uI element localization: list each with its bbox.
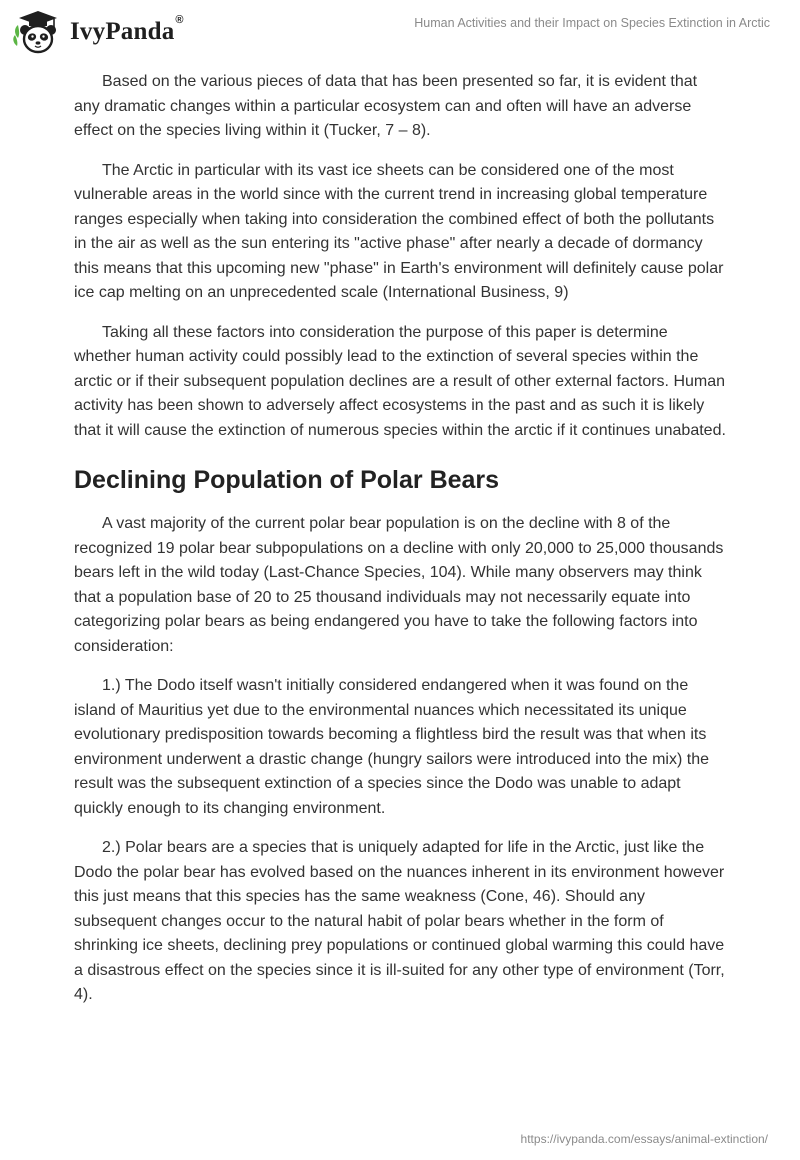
logo-wordmark: IvyPanda® xyxy=(70,14,184,45)
paragraph-4: A vast majority of the current polar bear population is on the decline with 8 of the recognized 19 polar bear subpopulations on a decline with only 20,000 to 25,000 thousands bears left in the wild today (Last-Chance Species, 104). While many observers may think that a population base of 20 to 25 thousand individuals may not necessarily equate into categorizing polar bears as being endangered you have to take the following factors into consideration: xyxy=(74,515,724,655)
source-url[interactable]: https://ivypanda.com/essays/animal-extinction/ xyxy=(520,1132,768,1146)
document-title: Human Activities and their Impact on Species Extinction in Arctic xyxy=(414,16,770,30)
paragraph-1: Based on the various pieces of data that has been presented so far, it is evident that any dramatic changes within a particular ecosystem can and often will have an adverse effect on the species living within it (Tucker, 7 – 8). xyxy=(74,73,698,139)
ivypanda-logo[interactable] xyxy=(12,8,184,56)
paragraph-6: 2.) Polar bears are a species that is uniquely adapted for life in the Arctic, just like the Dodo the polar bear has evolved based on the nuances inherent in its environment however this just means that this species has the same weakness (Cone, 46). Should any subsequent changes occur to the natural habit of polar bears whether in the form of shrinking ice sheets, declining prey populations or continued global warming this could have a disastrous effect on the species since it is ill-suited for any other type of environment (Torr, 4). xyxy=(74,839,725,1003)
paragraph-5: 1.) The Dodo itself wasn't initially considered endangered when it was found on the island of Mauritius yet due to the environmental nuances which necessitated its unique evolutionary predisposition towards becoming a flightless bird the result was that when its environment underwent a drastic change (hungry sailors were introduced into the mix) the result was the subsequent extinction of a species since the Dodo was unable to adapt quickly enough to its changing environment. xyxy=(74,677,709,817)
essay-content xyxy=(74,70,726,1023)
paragraph-3: Taking all these factors into consideration the purpose of this paper is determine whether human activity could possibly lead to the extinction of several species within the arctic or if their subsequent population declines are a result of other external factors. Human activity has been shown to adversely affect ecosystems in the past and as such it is likely that it will cause the extinction of numerous species within the arctic if it continues unabated. xyxy=(74,323,726,439)
page-header xyxy=(0,0,800,60)
panda-graduate-icon xyxy=(12,8,64,56)
section-heading: Declining Population of Polar Bears xyxy=(74,466,500,494)
paragraph-2: The Arctic in particular with its vast ice sheets can be considered one of the most vulnerable areas in the world since with the current trend in increasing global temperature ranges especially when taking into consideration the combined effect of both the pollutants in the air as well as the sun entering its "active phase" after nearly a decade of dormancy this means that this upcoming new "phase" in Earth's environment will definitely cause polar ice cap melting on an unprecedented scale (International Business, 9) xyxy=(74,161,724,301)
